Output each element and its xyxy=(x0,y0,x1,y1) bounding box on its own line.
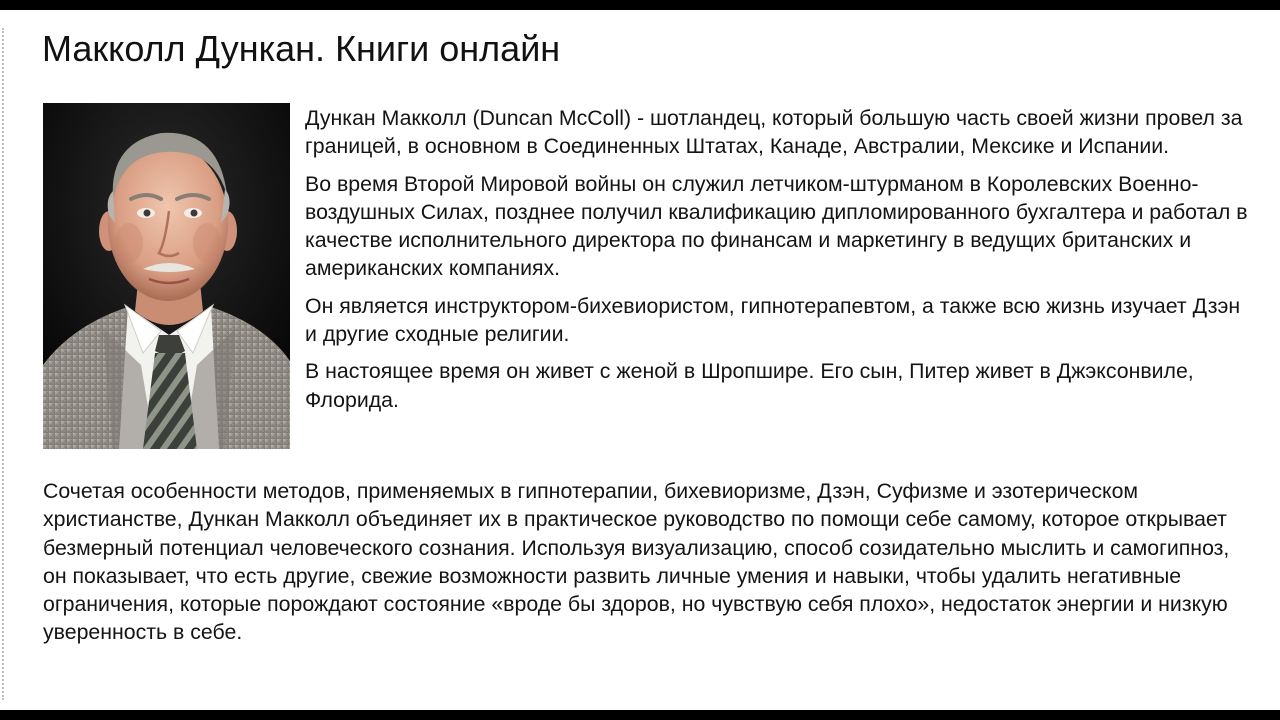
bottom-frame-bar xyxy=(0,710,1280,720)
bio-paragraph: Дункан Макколл (Duncan McColl) - шотландец, который большую часть своей жизни провел за границей, в основном в Соединенных Штатах, Канаде, Австралии, Мексике и Испании. xyxy=(305,106,1243,159)
top-frame-bar xyxy=(0,0,1280,10)
author-bio xyxy=(305,104,1250,423)
bio-paragraph: В настоящее время он живет с женой в Шропшире. Его сын, Питер живет в Джэксонвиле, Флорида. xyxy=(305,359,1194,412)
bio-paragraph: Во время Второй Мировой войны он служил летчиком-штурманом в Королевских Военно-воздушных Силах, позднее получил квалификацию дипломированного бухгалтера и работал в качестве исполнительного директора по финансам и маркетингу в ведущих британских и американских компаниях. xyxy=(305,171,1248,281)
summary-paragraph: Сочетая особенности методов, применяемых в гипнотерапии, бихевиоризме, Дзэн, Суфизме и эзотерическом христианстве, Дункан Макколл объединяет их в практическое руководство по помощи себе самому, которое открывает безмерный потенциал человеческого сознания. Используя визуализацию, способ созидательно мыслить и самогипноз, он показывает, что есть другие, свежие возможности развить личные умения и навыки, чтобы удалить негативные ограничения, которые порождают состояние «вроде бы здоров, но чувствую себя плохо», недостаток энергии и низкую уверенность в себе. xyxy=(43,479,1230,645)
bio-paragraph: Он является инструктором-бихевиористом, гипнотерапевтом, а также всю жизнь изучает Дзэн и другие сходные религии. xyxy=(305,293,1241,347)
dotted-left-edge xyxy=(2,28,4,700)
author-photo xyxy=(43,103,290,449)
page-title: Макколл Дункан. Книги онлайн xyxy=(42,28,561,69)
